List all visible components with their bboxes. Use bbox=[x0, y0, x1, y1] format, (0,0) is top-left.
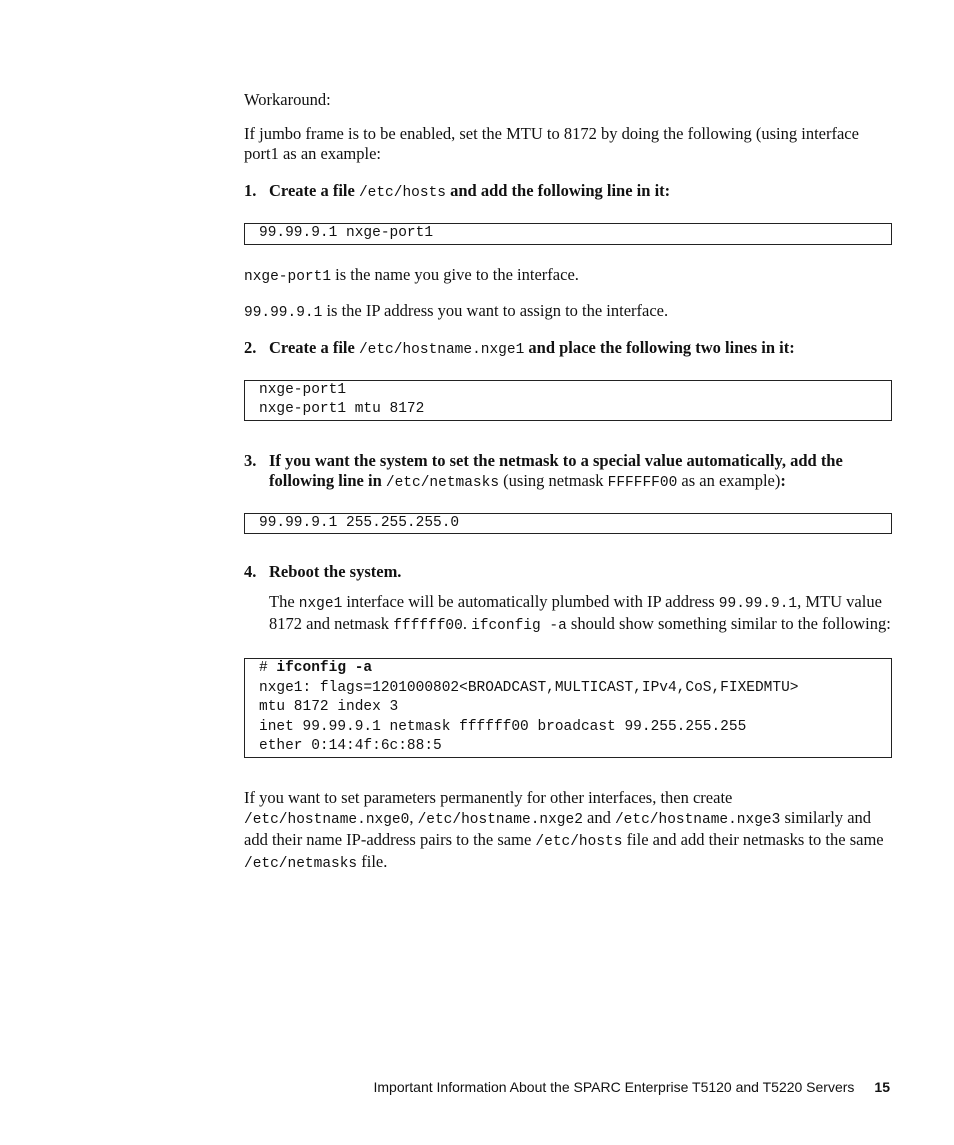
body-text: similarly and add their name IP-address pairs to the same bbox=[244, 807, 872, 849]
step-text: and add the following line in it: bbox=[450, 181, 671, 200]
step-text: (using netmask bbox=[503, 470, 604, 490]
code-line: 99.99.9.1 255.255.255.0 bbox=[259, 514, 460, 531]
explain-text: is the IP address you want to assign to the interface. bbox=[322, 300, 669, 320]
closing-paragraph bbox=[244, 788, 892, 874]
command-line bbox=[259, 659, 877, 679]
step-text: and place the following two lines in it: bbox=[528, 337, 795, 357]
footer-title: Important Information About the SPARC Enterprise T5120 and T5220 Servers bbox=[373, 1079, 855, 1095]
body-text: file. bbox=[357, 851, 388, 871]
body-text: . bbox=[462, 614, 472, 633]
step-number: 1. bbox=[244, 181, 257, 200]
step-2 bbox=[244, 338, 892, 360]
code-line: inet 99.99.9.1 netmask ffffff00 broadcast 99.255.255.255 bbox=[259, 718, 747, 735]
body-text: The bbox=[269, 592, 299, 611]
step-text: Create a file bbox=[269, 337, 355, 357]
inline-code: /etc/hostname.nxge2 bbox=[417, 811, 583, 828]
code-line: nxge1: flags=1201000802<BROADCAST,MULTICAST,IPv4,CoS,FIXEDMTU> bbox=[259, 679, 799, 696]
step-number: 3. bbox=[244, 450, 257, 470]
step-number: 4. bbox=[244, 562, 257, 581]
code-line: nxge-port1 bbox=[259, 381, 347, 398]
step-colon: : bbox=[780, 470, 786, 490]
body-text: and bbox=[582, 807, 615, 827]
step-4 bbox=[244, 562, 892, 582]
file-path: /etc/hostname.nxge1 bbox=[358, 341, 525, 358]
code-block-netmasks bbox=[244, 513, 892, 535]
body-text: , bbox=[409, 807, 418, 827]
inline-code: /etc/hosts bbox=[535, 833, 623, 850]
code-line: ether 0:14:4f:6c:88:5 bbox=[259, 738, 442, 754]
file-path: /etc/hosts bbox=[358, 185, 446, 201]
code-line: 99.99.9.1 nxge-port1 bbox=[259, 225, 434, 241]
body-text: file and add their netmasks to the same bbox=[622, 829, 884, 849]
page-number: 15 bbox=[874, 1079, 890, 1095]
workaround-heading: Workaround: bbox=[244, 90, 331, 109]
step-4-description bbox=[244, 592, 892, 636]
inline-code: 99.99.9.1 bbox=[718, 596, 798, 612]
explain-text: is the name you give to the interface. bbox=[331, 264, 579, 284]
inline-code: /etc/netmasks bbox=[244, 855, 358, 872]
body-text: If you want to set parameters permanently for other interfaces, then create bbox=[244, 787, 733, 807]
code-line: nxge-port1 mtu 8172 bbox=[259, 401, 425, 417]
page-footer bbox=[340, 1078, 890, 1096]
inline-code: /etc/hostname.nxge0 bbox=[244, 811, 410, 828]
inline-code: ifconfig -a bbox=[471, 618, 567, 634]
document-body bbox=[244, 90, 892, 888]
body-text: should show something similar to the following: bbox=[566, 614, 891, 633]
netmask-value: FFFFFF00 bbox=[607, 474, 678, 491]
step-number: 2. bbox=[244, 337, 257, 357]
code-block-hostname bbox=[244, 380, 892, 421]
inline-code: ffffff00 bbox=[393, 618, 463, 634]
explain-ip-address bbox=[244, 301, 892, 323]
file-path: /etc/netmasks bbox=[385, 474, 500, 491]
shell-prompt: # bbox=[259, 660, 277, 676]
step-3 bbox=[244, 451, 892, 493]
step-text: Reboot the system. bbox=[269, 562, 402, 581]
intro-paragraph: If jumbo frame is to be enabled, set the MTU to 8172 by doing the following (using interface port1 as an example: bbox=[244, 124, 859, 163]
inline-code: 99.99.9.1 bbox=[244, 304, 323, 321]
inline-code: nxge1 bbox=[298, 596, 343, 612]
step-text: as an example) bbox=[681, 470, 781, 490]
body-text: interface will be automatically plumbed with IP address bbox=[342, 592, 719, 611]
inline-code: nxge-port1 bbox=[244, 268, 332, 285]
step-text: Create a file bbox=[269, 181, 355, 200]
code-block-hosts bbox=[244, 223, 892, 245]
code-line: mtu 8172 index 3 bbox=[259, 699, 399, 715]
inline-code: /etc/hostname.nxge3 bbox=[614, 811, 781, 828]
code-block-ifconfig bbox=[244, 658, 892, 758]
body-text: , MTU value 8172 and netmask bbox=[269, 592, 882, 633]
step-text: If you want the system to set the netmask to a special value automatically, add the following line in bbox=[269, 450, 843, 490]
step-1 bbox=[244, 181, 892, 203]
shell-command: ifconfig -a bbox=[276, 660, 373, 676]
explain-port-name bbox=[244, 265, 892, 287]
